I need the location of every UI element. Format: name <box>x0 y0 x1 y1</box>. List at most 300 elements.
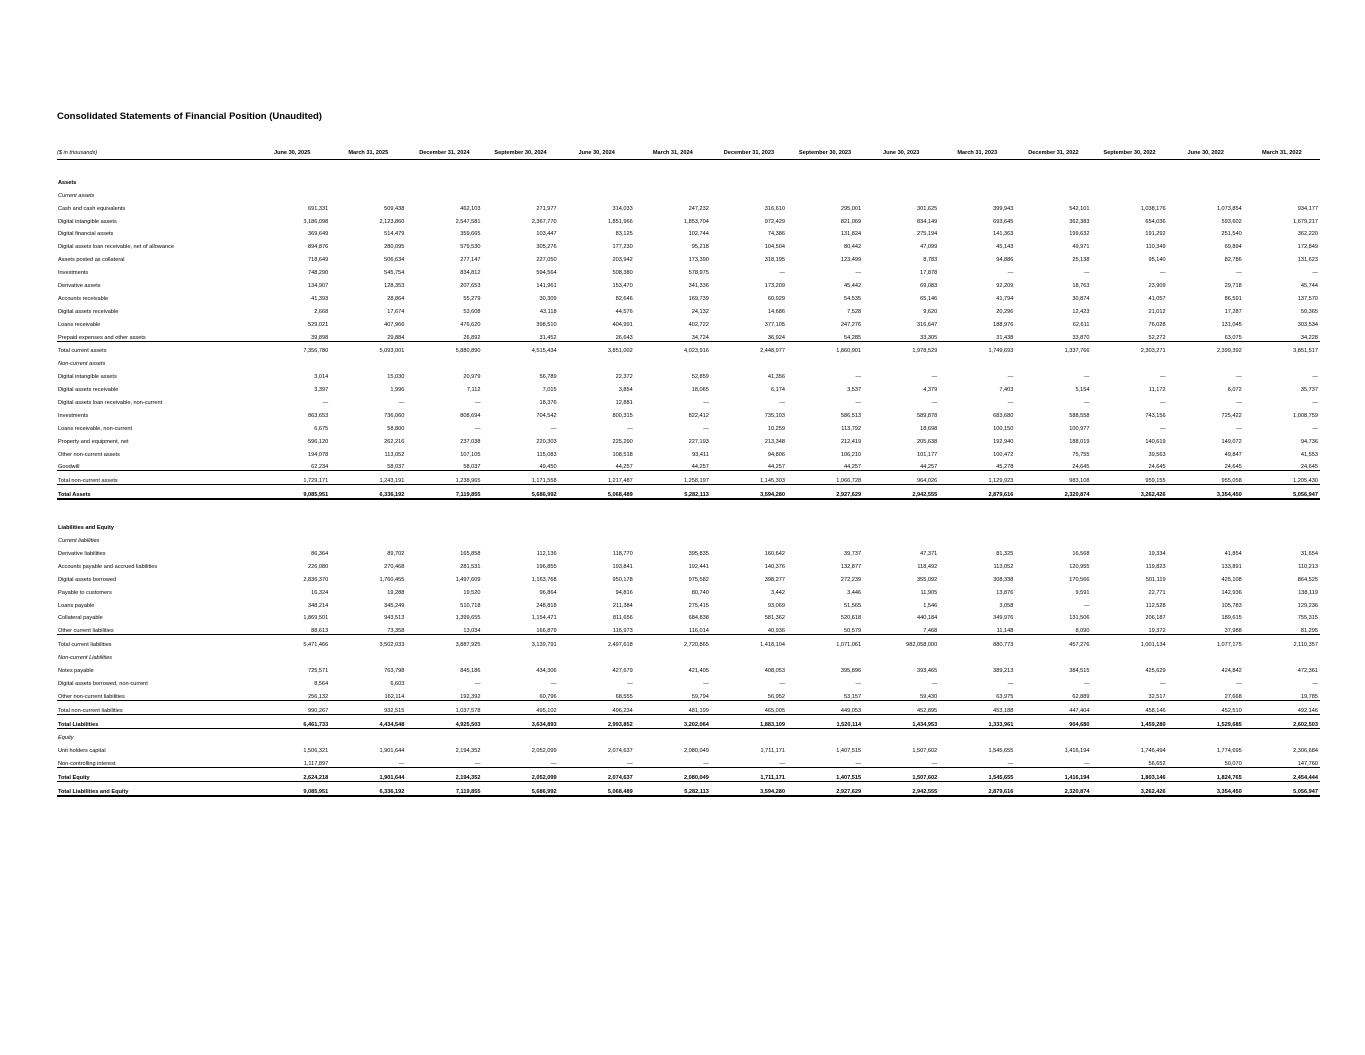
value-cell: 6,675 <box>314 425 329 432</box>
value-cell: 458,146 <box>1091 700 1167 714</box>
value-cell: 188,976 <box>993 321 1014 328</box>
value-cell: 12,881 <box>615 400 633 407</box>
value-cell: 362,220 <box>1297 231 1318 238</box>
value-cell: 990,267 <box>254 700 330 714</box>
value-cell: 425,108 <box>1221 576 1242 583</box>
value-cell: 691,331 <box>307 205 329 212</box>
value-cell: 44,257 <box>920 464 938 471</box>
table-row <box>57 225 1320 238</box>
table-row <box>57 754 1320 767</box>
row-label: Other non-current assets <box>58 451 120 458</box>
value-cell: 932,515 <box>330 700 406 714</box>
value-cell: 31,654 <box>1300 550 1318 557</box>
value-cell <box>1244 518 1320 531</box>
value-cell: 808,694 <box>460 412 481 419</box>
row-label: Total Liabilities <box>57 714 254 728</box>
value-cell <box>787 648 863 661</box>
value-cell: 105,783 <box>1221 602 1242 609</box>
value-cell: 763,798 <box>384 667 405 674</box>
value-cell: 684,838 <box>688 615 709 622</box>
value-cell <box>939 354 1015 367</box>
value-cell <box>711 648 787 661</box>
value-cell: 955,058 <box>1168 471 1244 485</box>
value-cell: 3,186,098 <box>303 218 329 225</box>
value-cell: 272,239 <box>840 576 862 583</box>
value-cell: — <box>931 400 938 407</box>
value-cell: 80,740 <box>691 589 709 596</box>
value-cell: 24,645 <box>1148 464 1166 471</box>
value-cell: 83,125 <box>615 231 633 238</box>
value-cell: 192,940 <box>993 438 1014 445</box>
value-cell: 3,058 <box>999 602 1014 609</box>
value-cell: 60,929 <box>767 295 785 302</box>
value-cell: 26,892 <box>463 334 481 341</box>
value-cell: 1,171,558 <box>482 471 558 485</box>
value-cell: 41,057 <box>1148 295 1166 302</box>
value-cell: 959,155 <box>1091 471 1167 485</box>
value-cell: 1,217,487 <box>559 471 635 485</box>
value-cell <box>939 186 1015 199</box>
value-cell: 16,324 <box>311 589 329 596</box>
value-cell <box>1091 354 1167 367</box>
value-cell: 131,506 <box>1069 615 1090 622</box>
value-cell: 118,770 <box>612 550 633 557</box>
period-header: June 30, 2025 <box>254 147 330 160</box>
value-cell: 1,129,923 <box>939 471 1015 485</box>
value-cell: 7,112 <box>466 387 481 394</box>
value-cell: 207,653 <box>460 283 481 290</box>
table-row <box>57 741 1320 754</box>
section-heading-row <box>57 518 1320 531</box>
value-cell: 1,497,609 <box>455 576 481 583</box>
value-cell: 89,702 <box>387 550 405 557</box>
table-row <box>57 687 1320 700</box>
value-cell <box>254 728 330 741</box>
value-cell: 462,103 <box>460 205 481 212</box>
value-cell: 102,744 <box>688 231 709 238</box>
value-cell: 1,163,768 <box>531 576 557 583</box>
value-cell: 34,228 <box>1300 334 1318 341</box>
value-cell <box>1168 173 1244 186</box>
value-cell: 95,140 <box>1148 257 1166 264</box>
value-cell <box>254 531 330 544</box>
table-row <box>57 393 1320 406</box>
value-cell: 31,452 <box>539 334 557 341</box>
value-cell: 81,295 <box>1300 628 1318 635</box>
value-cell: 52,859 <box>691 374 709 381</box>
value-cell <box>863 173 939 186</box>
value-cell: 17,878 <box>920 270 938 277</box>
value-cell: 2,110,357 <box>1244 635 1320 648</box>
value-cell: 983,108 <box>1015 471 1091 485</box>
value-cell: — <box>855 680 862 687</box>
value-cell: 934,177 <box>1297 205 1318 212</box>
value-cell: 1,459,280 <box>1091 714 1167 728</box>
units-label: ($ in thousands) <box>57 147 254 160</box>
value-cell: 100,977 <box>1069 425 1090 432</box>
value-cell: 295,001 <box>840 205 862 212</box>
value-cell <box>939 531 1015 544</box>
value-cell: 1,416,194 <box>1015 768 1091 782</box>
value-cell: 8,090 <box>1075 628 1090 635</box>
value-cell: 27,668 <box>1224 693 1242 700</box>
value-cell: 452,510 <box>1168 700 1244 714</box>
value-cell: 476,620 <box>460 321 481 328</box>
value-cell: 11,148 <box>996 628 1014 635</box>
value-cell: 1,774,695 <box>1216 748 1242 755</box>
value-cell: — <box>1160 270 1166 277</box>
table-row <box>57 674 1320 687</box>
value-cell: 434,306 <box>536 667 557 674</box>
row-label: Collateral payable <box>58 615 103 622</box>
value-cell: 227,050 <box>536 257 557 264</box>
value-cell <box>406 518 482 531</box>
value-cell: 24,645 <box>1300 464 1318 471</box>
value-cell: 894,876 <box>307 244 329 251</box>
value-cell: — <box>703 680 709 687</box>
value-cell <box>863 518 939 531</box>
value-cell: 103,447 <box>536 231 557 238</box>
value-cell: 44,257 <box>767 464 785 471</box>
spacer-row <box>57 499 1320 518</box>
value-cell: 4,379 <box>923 387 938 394</box>
value-cell: 147,760 <box>1297 761 1318 768</box>
value-cell: 129,236 <box>1297 602 1318 609</box>
value-cell: 472,361 <box>1297 667 1318 674</box>
value-cell: 743,156 <box>1145 412 1166 419</box>
value-cell <box>1091 186 1167 199</box>
value-cell <box>406 728 482 741</box>
value-cell: — <box>855 374 862 381</box>
value-cell: 2,367,770 <box>531 218 557 225</box>
value-cell: 41,553 <box>1300 451 1318 458</box>
value-cell: 138,119 <box>1298 589 1318 596</box>
value-cell: — <box>931 761 938 768</box>
row-label: Assets <box>58 179 77 186</box>
value-cell: 106,210 <box>840 451 862 458</box>
value-cell: 834,149 <box>916 218 938 225</box>
value-cell: 501,119 <box>1145 576 1166 583</box>
value-cell: 44,257 <box>615 464 633 471</box>
value-cell <box>635 531 711 544</box>
value-cell: 132,877 <box>840 563 862 570</box>
value-cell: 389,213 <box>993 667 1014 674</box>
row-label: Digital assets borrowed <box>58 576 117 583</box>
value-cell: 1,073,854 <box>1216 205 1242 212</box>
value-cell: 6,461,733 <box>254 714 330 728</box>
value-cell: 3,262,426 <box>1091 782 1167 796</box>
value-cell: 964,026 <box>863 471 939 485</box>
value-cell: — <box>1160 374 1166 381</box>
value-cell: 7,119,855 <box>406 782 482 796</box>
value-cell: 1,333,961 <box>939 714 1015 728</box>
value-cell: 81,325 <box>996 550 1014 557</box>
grand-total-row <box>57 485 1320 499</box>
table-row <box>57 609 1320 622</box>
value-cell: 6,072 <box>1227 387 1242 394</box>
value-cell <box>635 518 711 531</box>
table-body <box>57 160 1320 796</box>
value-cell: 586,513 <box>840 412 862 419</box>
value-cell: 10,259 <box>767 425 785 432</box>
table-row <box>57 583 1320 596</box>
row-label: Current assets <box>58 192 95 199</box>
value-cell: 131,623 <box>1297 257 1318 264</box>
value-cell: 348,214 <box>307 602 329 609</box>
value-cell: 53,157 <box>843 693 862 700</box>
value-cell <box>406 354 482 367</box>
value-cell: 65,146 <box>920 295 938 302</box>
value-cell: 44,257 <box>843 464 862 471</box>
value-cell: 41,356 <box>767 374 785 381</box>
value-cell: 115,083 <box>536 451 557 458</box>
value-cell: 20,979 <box>463 374 481 381</box>
table-header-row <box>57 147 1320 160</box>
value-cell: 45,442 <box>843 283 862 290</box>
value-cell: 54,285 <box>843 334 862 341</box>
value-cell: 73,358 <box>387 628 405 635</box>
value-cell: 509,438 <box>384 205 405 212</box>
value-cell: 362,383 <box>1069 218 1090 225</box>
value-cell: 92,209 <box>996 283 1014 290</box>
value-cell: 341,336 <box>688 283 709 290</box>
value-cell: 212,419 <box>840 438 862 445</box>
value-cell <box>482 186 558 199</box>
value-cell: 2,942,555 <box>863 782 939 796</box>
row-label: Loans payable <box>58 602 95 609</box>
value-cell: 384,515 <box>1069 667 1090 674</box>
value-cell <box>1168 648 1244 661</box>
value-cell: 465,005 <box>711 700 787 714</box>
table-row <box>57 263 1320 276</box>
row-label: Cash and cash equivalents <box>58 205 126 212</box>
value-cell: 2,836,370 <box>303 576 329 583</box>
value-cell: 1,679,217 <box>1293 218 1318 225</box>
value-cell: — <box>398 761 405 768</box>
row-label: Digital assets receivable <box>58 387 119 394</box>
table-row <box>57 445 1320 458</box>
value-cell: — <box>703 425 709 432</box>
value-cell <box>1015 354 1091 367</box>
value-cell: 5,282,113 <box>635 782 711 796</box>
value-cell: 578,975 <box>688 270 709 277</box>
value-cell: 8,783 <box>923 257 938 264</box>
value-cell: 247,232 <box>688 205 709 212</box>
value-cell <box>1244 728 1320 741</box>
value-cell: 393,465 <box>916 667 938 674</box>
value-cell: 748,290 <box>307 270 329 277</box>
value-cell: 704,542 <box>536 412 557 419</box>
value-cell: — <box>1007 270 1014 277</box>
value-cell: 593,602 <box>1221 218 1242 225</box>
value-cell: 69,894 <box>1224 244 1242 251</box>
value-cell: 1,507,602 <box>912 748 938 755</box>
value-cell: 94,806 <box>767 451 785 458</box>
value-cell <box>1091 531 1167 544</box>
value-cell: — <box>1160 400 1166 407</box>
value-cell: — <box>1236 374 1242 381</box>
value-cell: 1,506,321 <box>303 748 329 755</box>
value-cell: 56,789 <box>539 374 557 381</box>
value-cell <box>559 728 635 741</box>
value-cell: 39,563 <box>1148 451 1166 458</box>
value-cell: — <box>1007 374 1014 381</box>
subsection-heading-row <box>57 186 1320 199</box>
value-cell: 22,771 <box>1148 589 1166 596</box>
value-cell: 119,823 <box>1145 563 1166 570</box>
value-cell <box>559 173 635 186</box>
value-cell: — <box>398 400 405 407</box>
value-cell: 2,123,860 <box>379 218 405 225</box>
value-cell: — <box>1312 270 1318 277</box>
statement-page <box>57 108 1320 797</box>
row-label: Digital assets receivable <box>58 308 119 315</box>
value-cell: — <box>779 761 785 768</box>
value-cell: 59,430 <box>920 693 938 700</box>
value-cell: 45,744 <box>1300 283 1318 290</box>
value-cell: 1,434,953 <box>863 714 939 728</box>
value-cell: 9,620 <box>923 308 938 315</box>
value-cell: 24,645 <box>1224 464 1242 471</box>
value-cell: 5,068,489 <box>559 782 635 796</box>
value-cell: 225,290 <box>612 438 633 445</box>
value-cell: 314,033 <box>612 205 633 212</box>
value-cell: 58,037 <box>387 464 405 471</box>
value-cell: 75,755 <box>1072 451 1090 458</box>
value-cell: 1,749,693 <box>939 341 1015 354</box>
value-cell: — <box>931 374 938 381</box>
value-cell: 7,015 <box>542 387 557 394</box>
value-cell: — <box>474 400 481 407</box>
value-cell: 834,812 <box>460 270 481 277</box>
value-cell: 211,384 <box>612 602 633 609</box>
value-cell: 2,454,444 <box>1244 768 1320 782</box>
value-cell: 3,634,893 <box>482 714 558 728</box>
value-cell: 369,649 <box>307 231 329 238</box>
value-cell <box>711 354 787 367</box>
value-cell: 14,686 <box>767 308 785 315</box>
value-cell: 194,078 <box>307 451 329 458</box>
value-cell: 1,851,966 <box>607 218 633 225</box>
value-cell: 173,390 <box>688 257 709 264</box>
value-cell: — <box>627 425 633 432</box>
value-cell <box>711 186 787 199</box>
value-cell <box>939 173 1015 186</box>
value-cell <box>330 173 406 186</box>
period-header: September 30, 2024 <box>482 147 558 160</box>
value-cell <box>711 531 787 544</box>
value-cell <box>1168 186 1244 199</box>
value-cell: 19,334 <box>1148 550 1166 557</box>
row-label: Non-controlling interest <box>58 761 116 768</box>
value-cell: 447,404 <box>1015 700 1091 714</box>
value-cell: 116,973 <box>612 628 633 635</box>
value-cell: 3,537 <box>847 387 862 394</box>
value-cell: 301,625 <box>916 205 938 212</box>
value-cell: 508,380 <box>612 270 633 277</box>
value-cell: — <box>1312 425 1318 432</box>
value-cell: 45,278 <box>996 464 1014 471</box>
value-cell <box>254 354 330 367</box>
value-cell: 226,080 <box>307 563 329 570</box>
value-cell: 6,603 <box>390 680 405 687</box>
value-cell: 256,132 <box>307 693 329 700</box>
value-cell: 18,698 <box>920 425 938 432</box>
value-cell: 62,889 <box>1072 693 1090 700</box>
value-cell: 24,132 <box>691 308 709 315</box>
value-cell: 3,397 <box>314 387 329 394</box>
value-cell: — <box>474 680 481 687</box>
value-cell: 1,824,765 <box>1168 768 1244 782</box>
value-cell: 1,760,455 <box>379 576 405 583</box>
value-cell: 821,069 <box>840 218 862 225</box>
row-label: Total non-current assets <box>57 471 254 485</box>
value-cell: 60,796 <box>539 693 557 700</box>
value-cell <box>939 728 1015 741</box>
table-row <box>57 250 1320 263</box>
value-cell: 1,418,104 <box>711 635 787 648</box>
value-cell: 30,309 <box>539 295 557 302</box>
value-cell: 86,364 <box>311 550 329 557</box>
value-cell: 172,849 <box>1297 244 1318 251</box>
table-row <box>57 621 1320 634</box>
value-cell: 845,186 <box>460 667 481 674</box>
value-cell: 41,393 <box>311 295 329 302</box>
value-cell: 510,718 <box>460 602 481 609</box>
row-label: Digital assets loan receivable, non-current <box>58 400 163 407</box>
value-cell: 1,901,644 <box>379 748 405 755</box>
value-cell: 581,362 <box>764 615 785 622</box>
value-cell <box>1244 648 1320 661</box>
total-row <box>57 768 1320 782</box>
value-cell: 359,665 <box>460 231 481 238</box>
value-cell <box>787 518 863 531</box>
value-cell: 23,909 <box>1148 283 1166 290</box>
value-cell: 95,218 <box>691 244 709 251</box>
value-cell <box>787 354 863 367</box>
value-cell: 248,818 <box>536 602 557 609</box>
subtotal-row <box>57 700 1320 714</box>
value-cell <box>635 728 711 741</box>
value-cell: 205,638 <box>916 438 938 445</box>
value-cell: 7,119,855 <box>406 485 482 499</box>
row-label: Derivative liabilities <box>58 550 106 557</box>
value-cell <box>1015 531 1091 544</box>
value-cell: 3,354,450 <box>1168 485 1244 499</box>
value-cell: 355,092 <box>916 576 938 583</box>
value-cell <box>1091 728 1167 741</box>
value-cell <box>330 354 406 367</box>
value-cell: 5,880,890 <box>406 341 482 354</box>
subtotal-row <box>57 341 1320 354</box>
value-cell <box>635 354 711 367</box>
value-cell: 93,411 <box>692 451 709 458</box>
value-cell: 1,996 <box>390 387 405 394</box>
period-header: March 31, 2025 <box>330 147 406 160</box>
value-cell: 281,531 <box>460 563 481 570</box>
value-cell <box>939 518 1015 531</box>
value-cell: 203,942 <box>612 257 633 264</box>
table-row <box>57 302 1320 315</box>
value-cell: 43,118 <box>539 308 557 315</box>
row-label: Non-current assets <box>58 361 106 368</box>
value-cell: 36,924 <box>767 334 785 341</box>
value-cell: 308,338 <box>993 576 1014 583</box>
value-cell <box>330 728 406 741</box>
value-cell: 1,545,655 <box>988 748 1014 755</box>
value-cell: 50,579 <box>843 628 862 635</box>
period-header: September 30, 2023 <box>787 147 863 160</box>
